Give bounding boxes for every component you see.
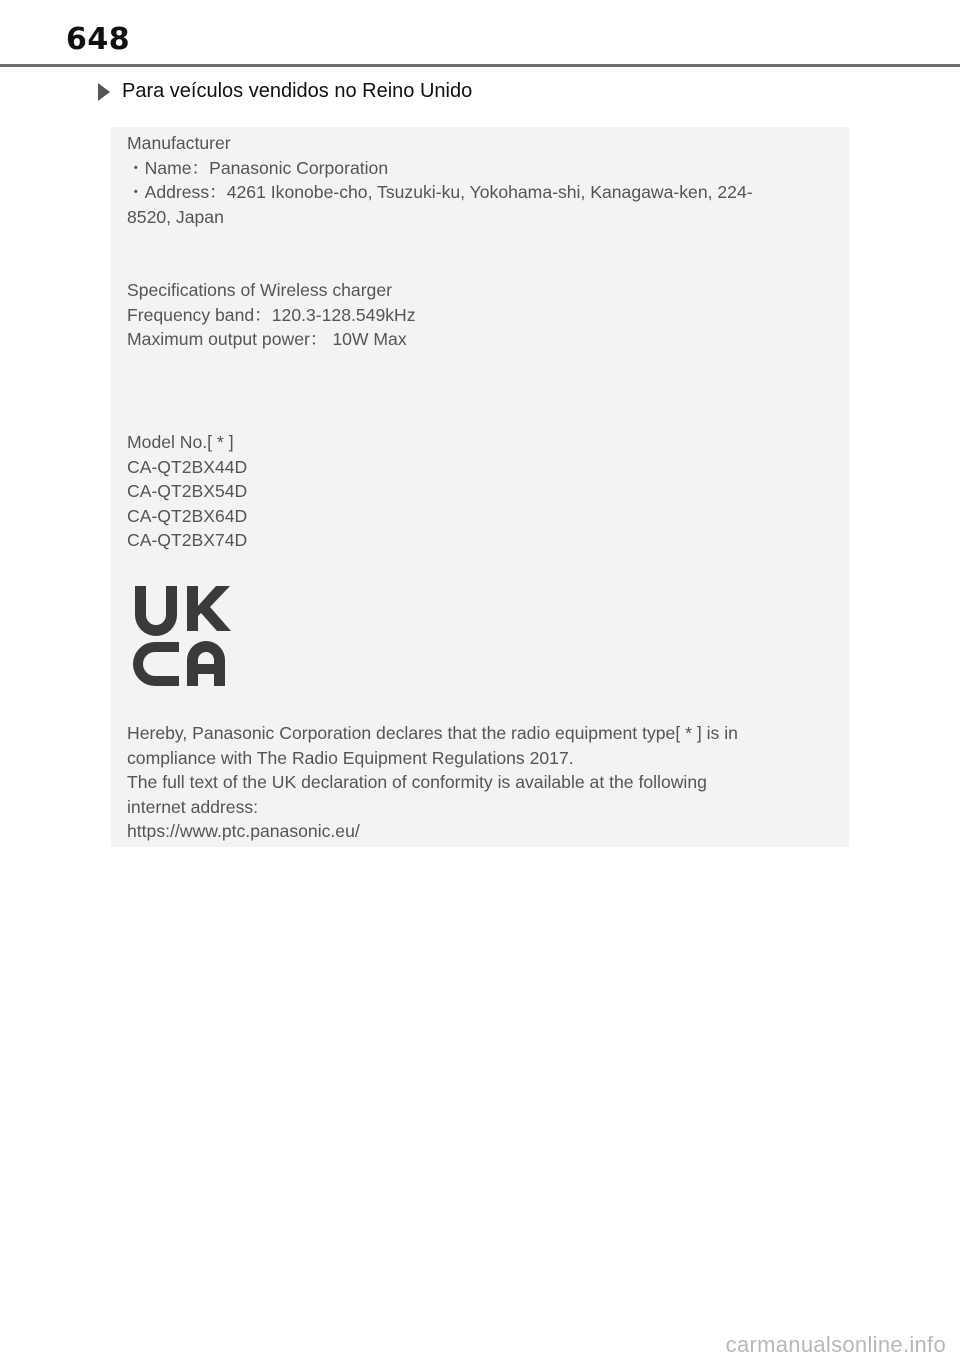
declaration-line: internet address: — [127, 796, 259, 817]
triangle-arrow-icon — [98, 83, 110, 101]
manufacturer-address-line2: 8520, Japan — [127, 206, 224, 227]
manufacturer-name: ・Name：Panasonic Corporation — [127, 157, 389, 178]
model-item: CA-QT2BX54D — [127, 481, 248, 501]
certification-panel — [111, 127, 849, 847]
declaration-block — [127, 721, 738, 844]
specifications-block — [127, 278, 416, 352]
subheading-text: Para veículos vendidos no Reino Unido — [122, 80, 473, 102]
model-item: CA-QT2BX74D — [127, 530, 248, 550]
models-title: Model No.[ * ] — [127, 432, 234, 452]
page-number: 648 — [66, 22, 131, 57]
manufacturer-address-line1: ・Address：4261 Ikonobe-cho, Tsuzuki-ku, Yokohama-shi, Kanagawa-ken, 224- — [127, 182, 753, 202]
declaration-url[interactable]: https://www.ptc.panasonic.eu/ — [127, 821, 360, 841]
specifications-title: Specifications of Wireless charger — [127, 280, 392, 300]
declaration-line: compliance with The Radio Equipment Regulations 2017. — [127, 747, 574, 768]
maximum-output-power: Maximum output power： 10W Max — [127, 329, 407, 349]
declaration-line: The full text of the UK declaration of conformity is available at the following — [127, 772, 707, 792]
models-block — [127, 430, 247, 553]
watermark: carmanualsonline.info — [725, 1332, 946, 1357]
section-subheading — [98, 80, 472, 103]
ukca-mark-logo — [131, 582, 241, 692]
model-item: CA-QT2BX44D — [127, 456, 248, 477]
model-item: CA-QT2BX64D — [127, 505, 248, 526]
frequency-band: Frequency band：120.3-128.549kHz — [127, 304, 416, 325]
declaration-line: Hereby, Panasonic Corporation declares that the radio equipment type[ * ] is in — [127, 723, 738, 743]
header-rule — [0, 64, 960, 67]
manufacturer-block — [127, 131, 753, 229]
manufacturer-title: Manufacturer — [127, 133, 231, 153]
